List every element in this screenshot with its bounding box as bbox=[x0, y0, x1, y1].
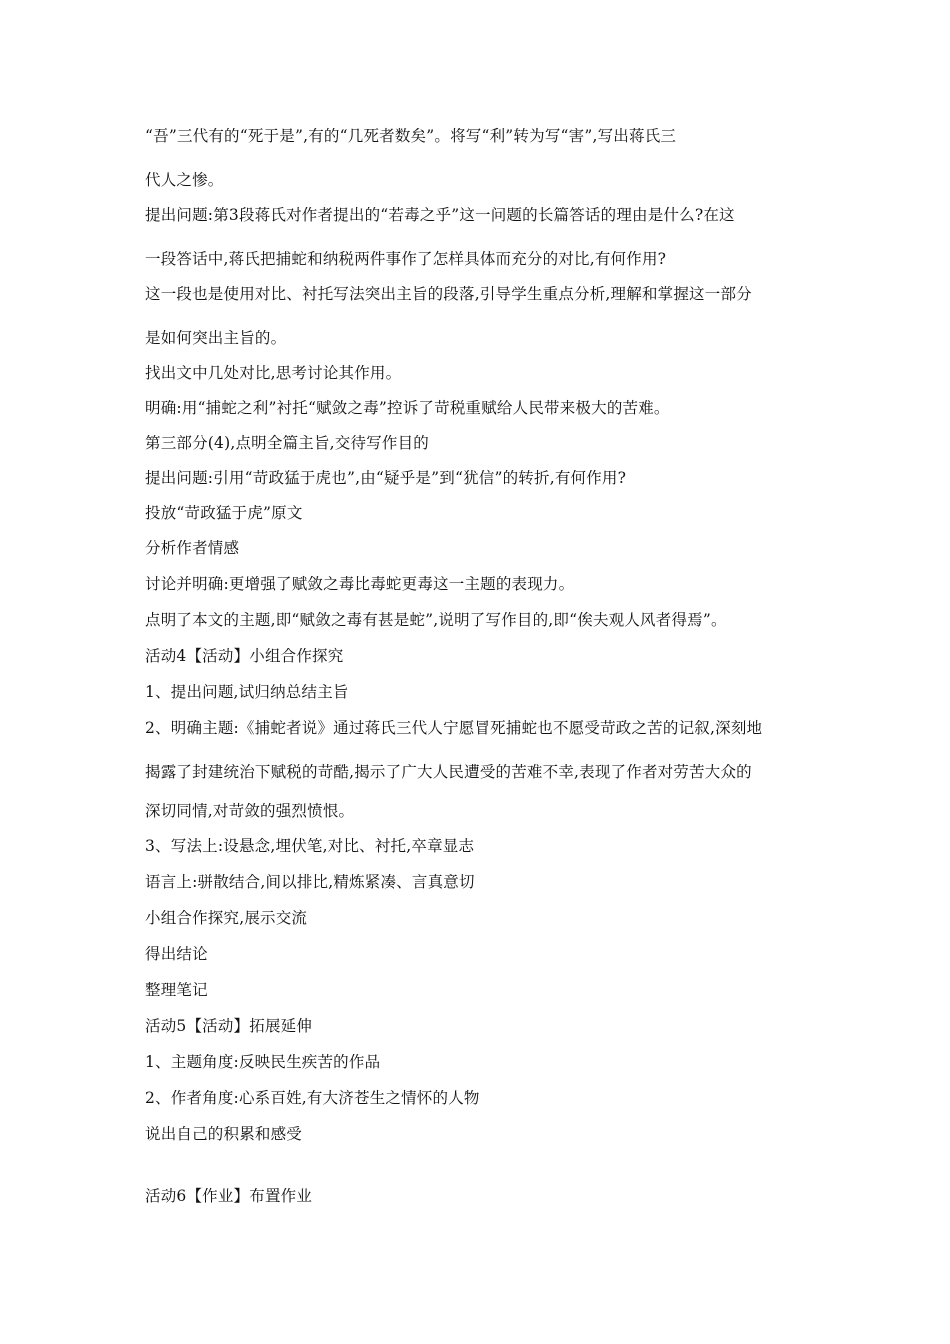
text-line: 这一段也是使用对比、衬托写法突出主旨的段落,引导学生重点分析,理解和掌握这一部分 bbox=[145, 285, 752, 303]
list-item: 2、作者角度:心系百姓,有大济苍生之情怀的人物 bbox=[145, 1089, 480, 1107]
list-item: 2、明确主题:《捕蛇者说》通过蒋氏三代人宁愿冒死捕蛇也不愿受苛政之苦的记叙,深刻地 bbox=[145, 719, 763, 737]
activity-heading: 活动6【作业】布置作业 bbox=[145, 1187, 313, 1205]
list-item: 1、提出问题,试归纳总结主旨 bbox=[145, 683, 349, 701]
text-line: 点明了本文的主题,即“赋敛之毒有甚是蛇”,说明了写作目的,即“俟夫观人风者得焉”。 bbox=[145, 611, 727, 629]
list-item: 3、写法上:设悬念,埋伏笔,对比、衬托,卒章显志 bbox=[145, 837, 475, 855]
section-heading: 第三部分(4),点明全篇主旨,交待写作目的 bbox=[145, 434, 430, 452]
text-line: 得出结论 bbox=[145, 945, 208, 963]
text-line: 小组合作探究,展示交流 bbox=[145, 909, 308, 927]
text-line: 揭露了封建统治下赋税的苛酷,揭示了广大人民遭受的苦难不幸,表现了作者对劳苦大众的 bbox=[145, 763, 752, 781]
activity-heading: 活动5【活动】拓展延伸 bbox=[145, 1017, 313, 1035]
text-line: 明确:用“捕蛇之利”衬托“赋敛之毒”控诉了苛税重赋给人民带来极大的苦难。 bbox=[145, 399, 670, 417]
text-line: 一段答话中,蒋氏把捕蛇和纳税两件事作了怎样具体而充分的对比,有何作用? bbox=[145, 250, 667, 268]
text-line: 整理笔记 bbox=[145, 981, 208, 999]
text-line: 提出问题:第3段蒋氏对作者提出的“若毒之乎”这一问题的长篇答话的理由是什么?在这 bbox=[145, 206, 735, 224]
text-line: 讨论并明确:更增强了赋敛之毒比毒蛇更毒这一主题的表现力。 bbox=[145, 575, 575, 593]
activity-heading: 活动4【活动】小组合作探究 bbox=[145, 647, 344, 665]
text-line: 语言上:骈散结合,间以排比,精炼紧凑、言真意切 bbox=[145, 873, 475, 891]
text-line: 深切同情,对苛敛的强烈愤恨。 bbox=[145, 802, 355, 820]
text-line: 投放“苛政猛于虎”原文 bbox=[145, 504, 303, 522]
text-line: 分析作者情感 bbox=[145, 539, 240, 557]
text-line: 是如何突出主旨的。 bbox=[145, 329, 287, 347]
text-line: 说出自己的积累和感受 bbox=[145, 1125, 303, 1143]
text-line: 代人之惨。 bbox=[145, 171, 224, 189]
list-item: 1、主题角度:反映民生疾苦的作品 bbox=[145, 1053, 381, 1071]
text-line: 提出问题:引用“苛政猛于虎也”,由“疑乎是”到“犹信”的转折,有何作用? bbox=[145, 469, 627, 487]
text-line: 找出文中几处对比,思考讨论其作用。 bbox=[145, 364, 402, 382]
text-line: “吾”三代有的“死于是”,有的“几死者数矣”。将写“利”转为写“害”,写出蒋氏三 bbox=[145, 127, 677, 145]
